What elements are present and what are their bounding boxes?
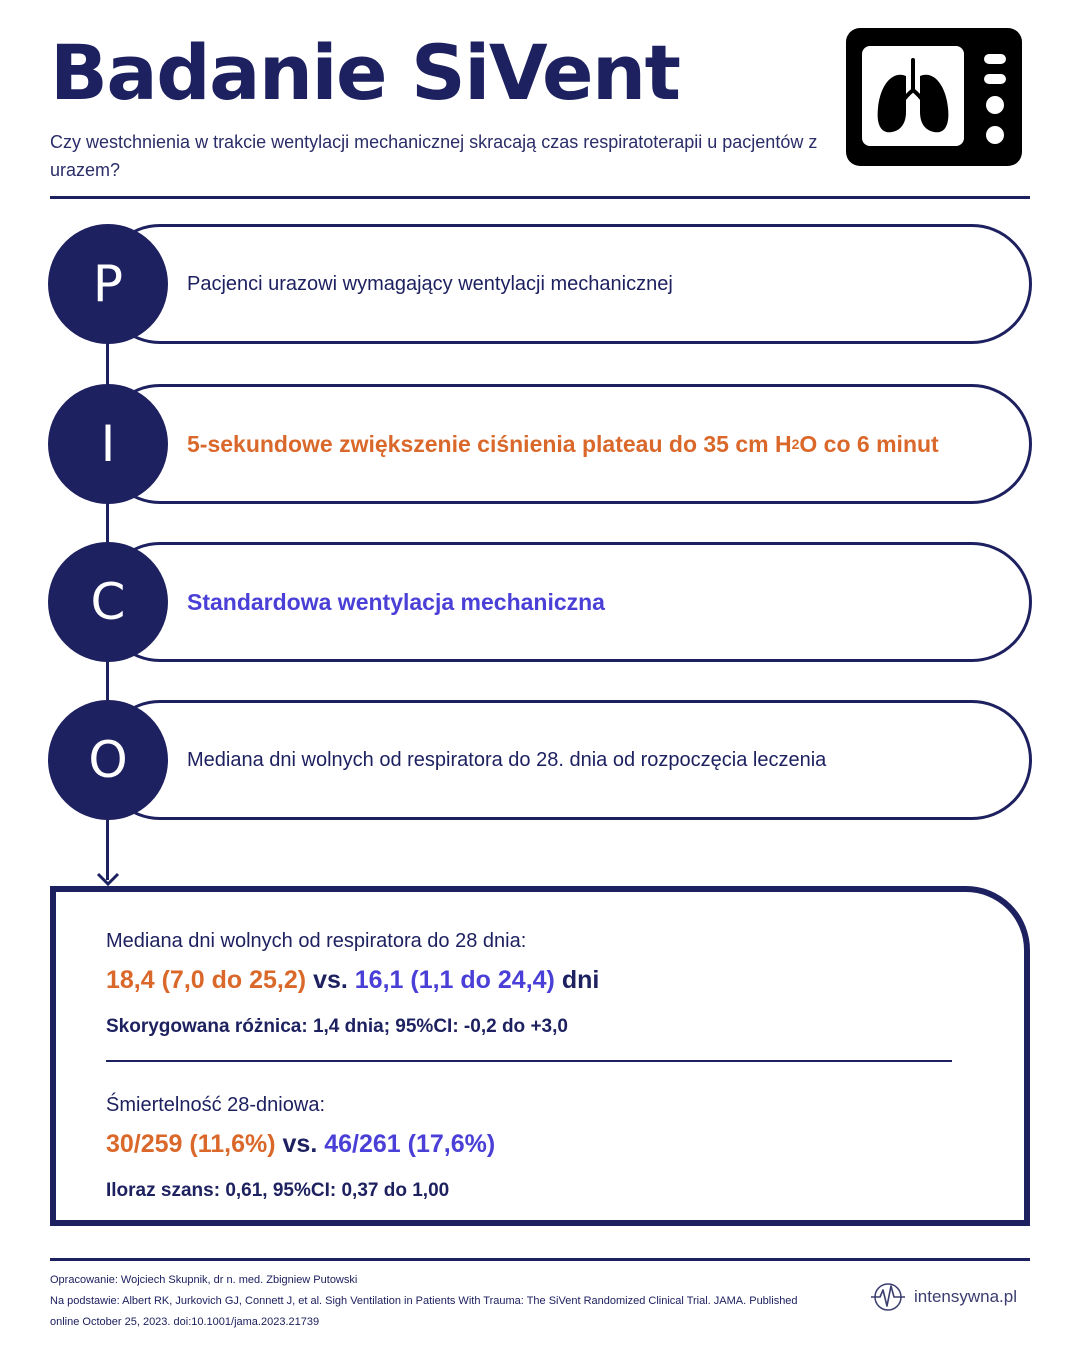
page-subtitle: Czy westchnienia w trakcie wentylacji mechanicznej skracają czas respiratoterapii u pacjentów z urazem? <box>50 132 818 180</box>
vs-label: vs. <box>282 1130 318 1158</box>
vfd-stat: Skorygowana różnica: 1,4 dnia; 95%CI: -0,2 do +3,0 <box>106 1016 568 1037</box>
pico-letter-i: I <box>48 384 168 504</box>
footer-authors: Opracowanie: Wojciech Skupnik, dr n. med. Zbigniew Putowski <box>50 1274 358 1286</box>
footer-divider <box>50 1258 1030 1261</box>
pico-card-outcome <box>100 700 1032 820</box>
vfd-intervention-value: 18,4 (7,0 do 25,2) <box>106 966 307 994</box>
results-divider <box>106 1060 952 1062</box>
footer-source: Na podstawie: Albert RK, Jurkovich GJ, Connett J, et al. Sigh Ventilation in Patients With Trauma: The SiVent Randomized Clinical Trial. JAMA. Published <box>50 1295 798 1307</box>
vfd-label: Mediana dni wolnych od respiratora do 28 dnia: <box>106 930 527 952</box>
heartbeat-icon <box>870 1282 906 1312</box>
pico-letter-p: P <box>48 224 168 344</box>
vs-label: vs. <box>313 966 348 994</box>
lungs-icon <box>862 46 964 146</box>
pico-letter-o: O <box>48 700 168 820</box>
footer-doi: online October 25, 2023. doi:10.1001/jama.2023.21739 <box>50 1316 320 1328</box>
page-title: Badanie SiVent <box>50 28 680 117</box>
population-text: Pacjenci urazowi wymagający wentylacji mechanicznej <box>187 272 673 295</box>
mortality-stat: Iloraz szans: 0,61, 95%CI: 0,37 do 1,00 <box>106 1180 450 1201</box>
header-divider <box>50 196 1030 199</box>
brand-logo <box>870 1282 1017 1312</box>
lungs-monitor-icon <box>846 28 1022 166</box>
mortality-label: Śmiertelność 28-dniowa: <box>106 1094 325 1116</box>
mortality-control-value: 46/261 (17,6%) <box>324 1130 496 1158</box>
monitor-screen <box>862 46 964 146</box>
brand-name: intensywna.pl <box>914 1287 1018 1306</box>
vfd-values <box>106 966 599 995</box>
pico-card-comparison <box>100 542 1032 662</box>
comparison-text: Standardowa wentylacja mechaniczna <box>187 588 605 615</box>
mortality-values <box>106 1130 495 1159</box>
pico-card-intervention <box>100 384 1032 504</box>
results-panel <box>50 886 1030 1226</box>
vfd-unit: dni <box>561 966 600 994</box>
mortality-intervention-value: 30/259 (11,6%) <box>106 1130 276 1158</box>
vfd-control-value: 16,1 (1,1 do 24,4) <box>354 966 555 994</box>
footer-credits <box>50 1270 870 1333</box>
outcome-text: Mediana dni wolnych od respiratora do 28. dnia od rozpoczęcia leczenia <box>187 748 827 771</box>
intervention-text: 5-sekundowe zwiększenie ciśnienia plateau do 35 cm H 2 O co 6 minut <box>187 430 939 457</box>
pico-letter-c: C <box>48 542 168 662</box>
pico-card-population <box>100 224 1032 344</box>
monitor-buttons <box>984 54 1006 144</box>
